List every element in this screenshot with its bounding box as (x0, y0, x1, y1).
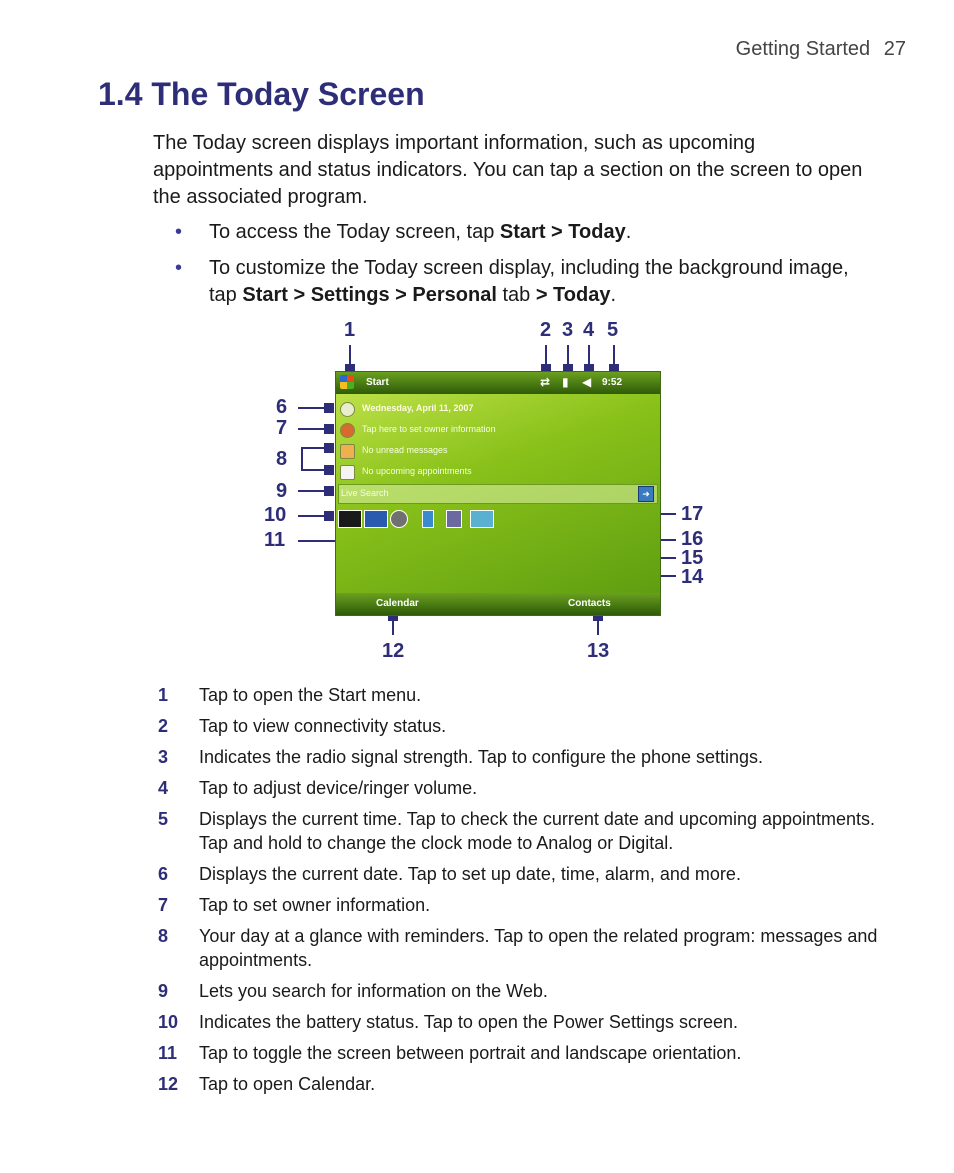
legend-text: Tap to open the Start menu. (199, 685, 422, 705)
legend-number: 11 (158, 1043, 178, 1063)
legend-text: Tap to adjust device/ringer volume. (199, 778, 478, 798)
messages-text: No unread messages (362, 445, 448, 455)
page-number: 27 (883, 38, 906, 60)
legend-text: Indicates the radio signal strength. Tap to configure the phone settings. (199, 747, 764, 767)
instruction-text: . (610, 284, 617, 306)
live-search-label: Live Search (341, 488, 389, 498)
section-title: 1.4 The Today Screen (98, 76, 425, 112)
legend-item (158, 893, 878, 917)
contacts-softkey[interactable]: Contacts (568, 598, 611, 609)
owner-row[interactable] (336, 420, 660, 440)
legend-item (158, 979, 878, 1003)
owner-icon (340, 423, 355, 438)
legend-number: 2 (158, 716, 169, 736)
instruction-text: To access the Today screen, tap (209, 221, 500, 243)
intro-paragraph: The Today screen displays important information, such as upcoming appointments and status indicators. You can tap a section on the screen to open the associated program. (153, 132, 863, 208)
legend-item (158, 683, 878, 707)
legend-number: 3 (158, 747, 169, 767)
instruction-text: tab (496, 284, 536, 306)
callout-number: 12 (382, 640, 405, 662)
callout-number: 11 (264, 529, 286, 551)
signal-strength-icon[interactable]: ▮ (562, 375, 569, 389)
instruction-text: To customize the Today screen display, including the background image, tap (209, 257, 849, 306)
instruction-bold: Start > Today (499, 221, 626, 243)
callout-number: 13 (587, 640, 610, 662)
instruction-item (153, 255, 873, 309)
screen-rotation-icon[interactable] (364, 510, 388, 528)
messages-row[interactable] (336, 441, 660, 461)
legend-text: Tap to toggle the screen between portrait and landscape orientation. (199, 1043, 742, 1063)
callout-number: 7 (276, 417, 288, 439)
callout-number: 4 (583, 319, 595, 341)
softkey-bar (336, 593, 660, 615)
instruction-bold: > Today (535, 284, 611, 306)
callout-number: 2 (540, 319, 552, 341)
callout-number: 8 (276, 448, 288, 470)
legend-item (158, 776, 878, 800)
legend-text: Tap to open Calendar. (199, 1074, 376, 1094)
today-screen (335, 371, 661, 616)
callout-number: 16 (681, 528, 704, 550)
legend-number: 7 (158, 895, 169, 915)
callout-number: 6 (276, 396, 288, 418)
callout-legend (158, 683, 878, 1103)
legend-item (158, 745, 878, 769)
legend-item (158, 807, 878, 855)
live-search-field[interactable] (338, 484, 658, 504)
running-header (728, 38, 906, 61)
mail-icon (340, 444, 355, 459)
legend-number: 1 (158, 685, 169, 705)
legend-number: 4 (158, 778, 169, 798)
legend-text: Indicates the battery status. Tap to open the Power Settings screen. (199, 1012, 738, 1032)
date-text: Wednesday, April 11, 2007 (362, 403, 474, 413)
instruction-item (153, 219, 873, 246)
comm-manager-icon[interactable] (390, 510, 408, 528)
legend-item (158, 862, 878, 886)
legend-text: Your day at a glance with reminders. Tap to open the related program: messages and appointments. (199, 926, 878, 970)
callout-number: 5 (607, 319, 619, 341)
legend-number: 10 (158, 1012, 179, 1032)
connectivity-icon[interactable]: ⇄ (540, 375, 551, 389)
callout-number: 17 (681, 503, 704, 525)
legend-text: Displays the current date. Tap to set up date, time, alarm, and more. (199, 864, 741, 884)
running-header-section: Getting Started (735, 38, 871, 60)
callout-number: 9 (276, 480, 288, 502)
appointments-row[interactable] (336, 462, 660, 482)
callout-number: 14 (681, 566, 704, 588)
legend-number: 8 (158, 926, 169, 946)
legend-item (158, 714, 878, 738)
legend-text: Lets you search for information on the Web. (199, 981, 548, 1001)
legend-number: 6 (158, 864, 169, 884)
callout-number: 1 (344, 319, 356, 341)
legend-number: 12 (158, 1074, 179, 1094)
legend-number: 5 (158, 809, 169, 829)
image-icon[interactable] (470, 510, 494, 528)
instruction-text: . (625, 221, 632, 243)
date-row[interactable] (336, 399, 660, 419)
legend-item (158, 1072, 878, 1096)
legend-text: Tap to set owner information. (199, 895, 431, 915)
start-menu-button[interactable]: Start (366, 377, 389, 388)
phone-icon[interactable] (422, 510, 434, 528)
legend-item (158, 1041, 878, 1065)
satellite-icon[interactable] (446, 510, 462, 528)
appointments-text: No upcoming appointments (362, 466, 472, 476)
owner-text: Tap here to set owner information (362, 424, 496, 434)
calendar-icon (340, 465, 355, 480)
windows-start-icon[interactable] (340, 375, 354, 389)
callout-number: 10 (264, 504, 287, 526)
callout-number: 15 (681, 547, 704, 569)
instruction-bold: Start > Settings > Personal (242, 284, 497, 306)
calendar-softkey[interactable]: Calendar (376, 598, 419, 609)
battery-icon[interactable] (338, 510, 362, 528)
legend-text: Tap to view connectivity status. (199, 716, 447, 736)
legend-item (158, 924, 878, 972)
volume-icon[interactable]: ◀ (582, 375, 592, 389)
callout-number: 3 (562, 319, 574, 341)
legend-number: 9 (158, 981, 169, 1001)
instruction-list (153, 219, 873, 318)
clock-icon (340, 402, 355, 417)
search-go-icon[interactable]: ➜ (638, 486, 654, 502)
legend-item (158, 1010, 878, 1034)
legend-text: Displays the current time. Tap to check the current date and upcoming appointments. Tap and hold to change the clock mode to Analog or Digital. (199, 809, 876, 853)
clock[interactable]: 9:52 (602, 377, 623, 388)
title-bar (336, 372, 660, 394)
